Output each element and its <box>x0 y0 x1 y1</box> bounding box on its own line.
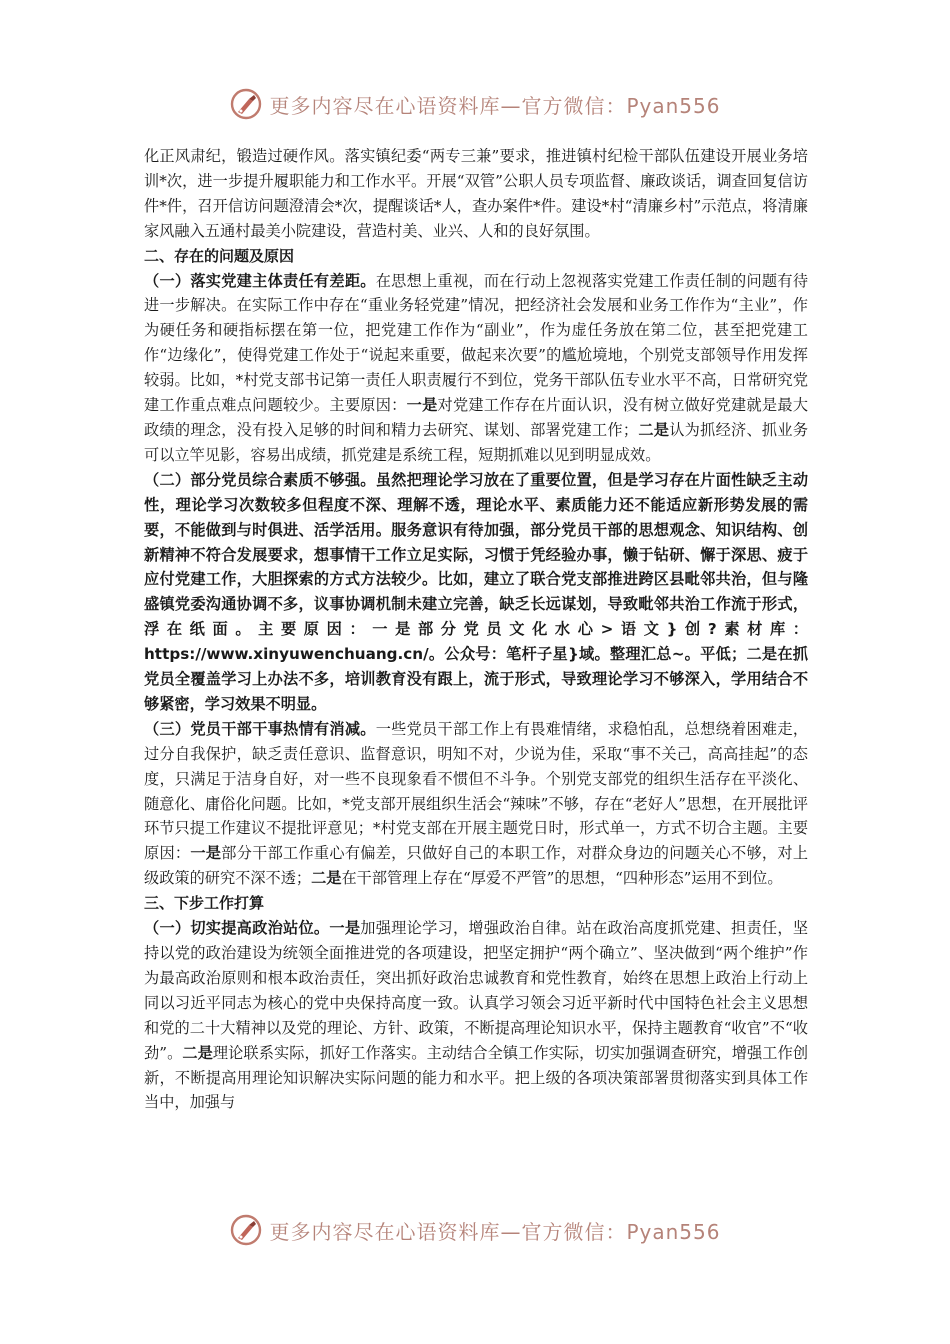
paragraph <box>144 717 808 891</box>
keyword: 二是 <box>182 1043 213 1062</box>
subsection-title: （一）切实提高政治站位。 <box>144 919 330 938</box>
document-body <box>144 144 808 1115</box>
paragraph-text: 在干部管理上存在“厚爱不严管”的思想，“四种形态”运用不到位。 <box>341 869 783 888</box>
paragraph-text: 加强理论学习，增强政治自律。站在政治高度抓党建、担责任，坚持以党的政治建设为统领全面推进党的各项建设，把坚定拥护“两个确立”、坚决做到“两个维护”作为最高政治原则和根本政治责任，突出抓好政治忠诚教育和党性教育，始终在思想上政治上行动上同以习近平同志为核心的党中央保持高度一致。认真学习领会习近平新时代中国特色社会主义思想和党的二十大精神以及党的理论、方针、政策，不断提高理论知识水平，保持主题教育“收官”不“收劲”。 <box>144 919 809 1062</box>
paragraph-text: 部分干部工作重心有偏差，只做好自己的本职工作，对群众身边的问题关心不够，对上级政策的研究不深不透； <box>144 844 809 888</box>
pen-nib-logo-icon <box>229 1213 263 1247</box>
paragraph-text: 理论联系实际，抓好工作落实。主动结合全镇工作实际，切实加强调查研究，增强工作创新，不断提高用理论知识解决实际问题的能力和水平。把上级的各项决策部署贯彻落实到具体工作当中，加强与 <box>144 1043 809 1112</box>
banner-text: 更多内容尽在心语资料库—官方微信：Pyan556 <box>269 1219 721 1244</box>
paragraph-text: 认为抓经济、抓业务可以立竿见影，容易出成绩，抓党建是系统工程，短期抓难以见到明显成效。 <box>144 420 809 464</box>
section-heading: 三、下步工作打算 <box>144 894 265 913</box>
section-heading: 二、存在的问题及原因 <box>144 246 295 265</box>
paragraph: 化正风肃纪，锻造过硬作风。落实镇纪委“两专三兼”要求，推进镇村纪检干部队伍建设开展业务培训*次，进一步提升履职能力和工作水平。开展“双管”公职人员专项监督、廉政谈话，调查回复信访件*件，召开信访问题澄清会*次，提醒谈话*人，查办案件*件。建设*村“清廉乡村”示范点，将清廉家风融入五通村最美小院建设，营造村美、业兴、人和的良好氛围。 <box>144 147 808 240</box>
subsection-title: （一）落实党建主体责任有差距。 <box>144 271 376 290</box>
paragraph-text: 对党建工作存在片面认识，没有树立做好党建就是最大政绩的理念，没有投入足够的时间和精力去研究、谋划、部署党建工作； <box>144 396 809 439</box>
subsection-title: （三）党员干部干事热情有消减。 <box>144 719 376 738</box>
paragraph <box>144 916 808 1115</box>
paragraph-bold: （二）部分党员综合素质不够强。虽然把理论学习放在了重要位置，但是学习存在片面性缺乏主动性，理论学习次数较多但程度不深、理解不透，理论水平、素质能力还不能适应新形势发展的需要，不能做到与时俱进、活学活用。服务意识有待加强，部分党员干部的思想观念、知识结构、创新精神不符合发展要求，想事情干工作立足实际，习惯于凭经验办事，懒于钻研、懈于深思、疲于应付党建工作，大胆探索的方式方法较少。比如，建立了联合党支部推进跨区县毗邻共治，但与隆盛镇党委沟通协调不多，议事协调机制未建立完善，缺乏长远谋划，导致毗邻共治工作流于形式，浮在纸面。主要原因：一是部分党员文化水心>语文}创?素材库：https://www.xinyuwenchuang.cn/。公众号：笔杆子星}域。整理汇总~。平低；二是在抓党员全覆盖学习上办法不多，培训教育没有跟上，流于形式，导致理论学习不够深入，学用结合不够紧密，学习效果不明显。 <box>144 470 808 713</box>
keyword: 一是 <box>190 844 222 863</box>
keyword: 一是 <box>329 919 361 938</box>
keyword: 二是 <box>311 869 342 888</box>
footer-banner <box>0 1210 950 1250</box>
keyword: 一是 <box>406 396 438 415</box>
paragraph <box>144 269 808 468</box>
pen-nib-logo-icon <box>229 87 263 121</box>
header-banner <box>0 84 950 124</box>
paragraph-text: 在思想上重视，而在行动上忽视落实党建工作责任制的问题有待进一步解决。在实际工作中存在“重业务轻党建”情况，把经济社会发展和业务工作作为“主业”，作为硬任务和硬指标摆在第一位，把党建工作作为“副业”，作为虚任务放在第二位，甚至把党建工作“边缘化”，使得党建工作处于“说起来重要，做起来次要”的尴尬境地，个别党支部领导作用发挥较弱。比如，*村党支部书记第一责任人职责履行不到位，党务干部队伍专业水平不高，日常研究党建工作重点难点问题较少。主要原因： <box>144 271 809 415</box>
paragraph-text: 一些党员干部工作上有畏难情绪，求稳怕乱，总想绕着困难走，过分自我保护，缺乏责任意识、监督意识，明知不对，少说为佳，采取“事不关己，高高挂起”的态度，只满足于洁身自好，对一些不良现象看不惯但不斗争。个别党支部党的组织生活存在平淡化、随意化、庸俗化问题。比如，*党支部开展组织生活会“辣味”不够，存在“老好人”思想，在开展批评环节只提工作建议不提批评意见；*村党支部在开展主题党日时，形式单一，方式不切合主题。主要原因： <box>144 719 809 863</box>
banner-text: 更多内容尽在心语资料库—官方微信：Pyan556 <box>269 93 721 118</box>
keyword: 二是 <box>638 420 670 439</box>
